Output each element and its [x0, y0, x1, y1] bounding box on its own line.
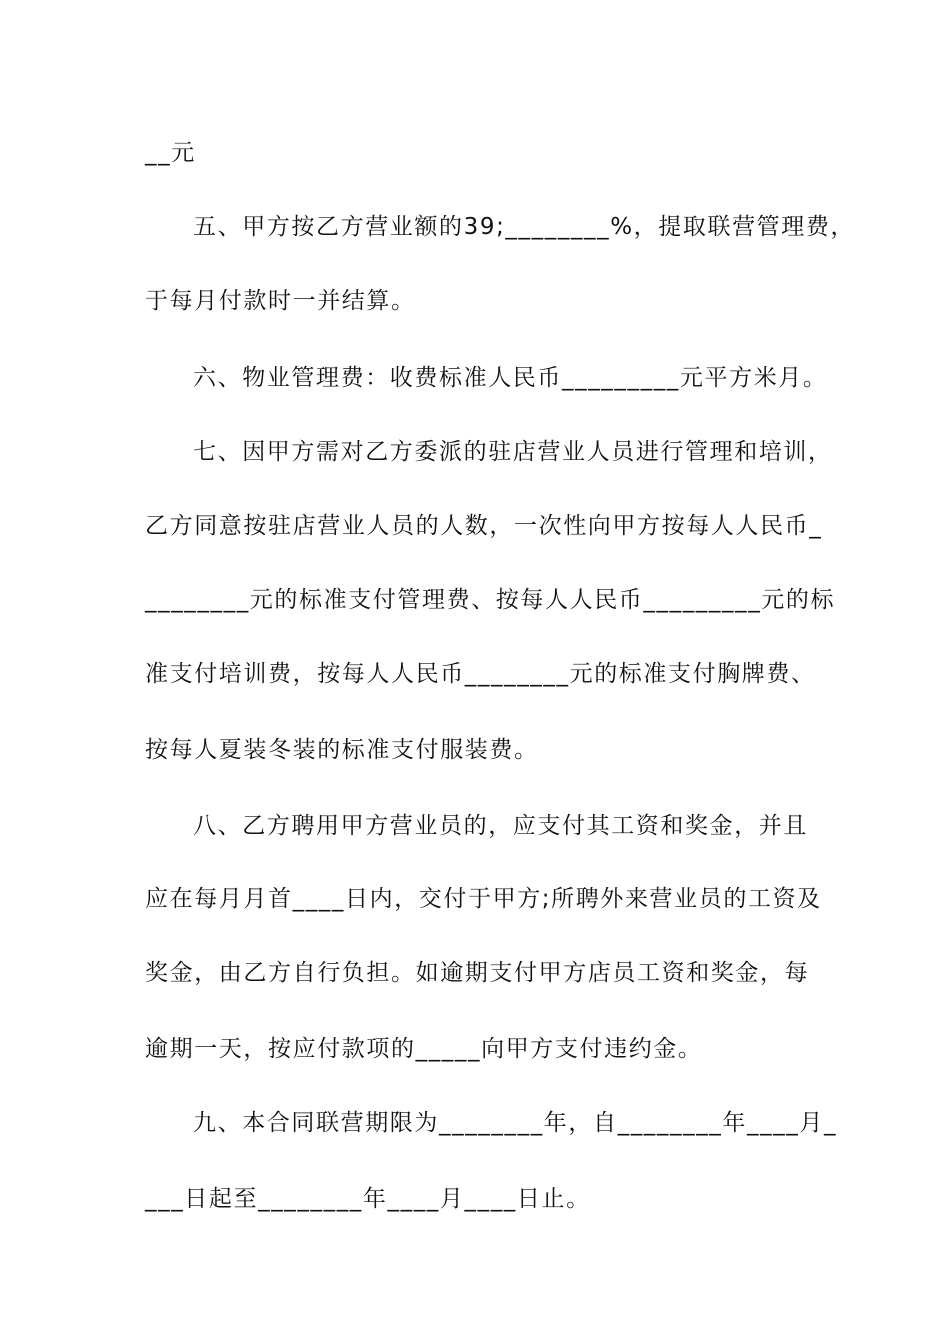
- clause-7-line-3: ________元的标准支付管理费、按每人人民币_________元的标: [145, 587, 836, 613]
- clause-7-line-4: 准支付培训费，按每人人民币________元的标准支付胸牌费、: [145, 661, 816, 687]
- clause-8-line-2: 应在每月月首____日内，交付于甲方;所聘外来营业员的工资及: [145, 886, 822, 912]
- clause-7-line-1: 七、因甲方需对乙方委派的驻店营业人员进行管理和培训，: [193, 439, 833, 465]
- clause-8-line-4: 逾期一天，按应付款项的_____向甲方支付违约金。: [145, 1036, 703, 1062]
- clause-6-line-1: 六、物业管理费：收费标准人民币_________元平方米月。: [193, 365, 828, 391]
- clause-5-line-2: 于每月付款时一并结算。: [145, 288, 416, 314]
- clause-7-line-2: 乙方同意按驻店营业人员的人数，一次性向甲方按每人人民币_: [145, 513, 823, 539]
- text-line-1: __元: [145, 140, 196, 166]
- clause-7-line-5: 按每人夏装冬装的标准支付服装费。: [145, 737, 539, 763]
- clause-8-line-3: 奖金，由乙方自行负担。如逾期支付甲方店员工资和奖金，每: [145, 960, 810, 986]
- clause-8-line-1: 八、乙方聘用甲方营业员的，应支付其工资和奖金，并且: [193, 813, 808, 839]
- clause-9-line-1: 九、本合同联营期限为________年，自________年____月_: [193, 1110, 838, 1136]
- clause-9-line-2: ___日起至________年____月____日止。: [145, 1186, 591, 1212]
- clause-5-line-1: 五、甲方按乙方营业额的39;________%，提取联营管理费，: [193, 214, 856, 240]
